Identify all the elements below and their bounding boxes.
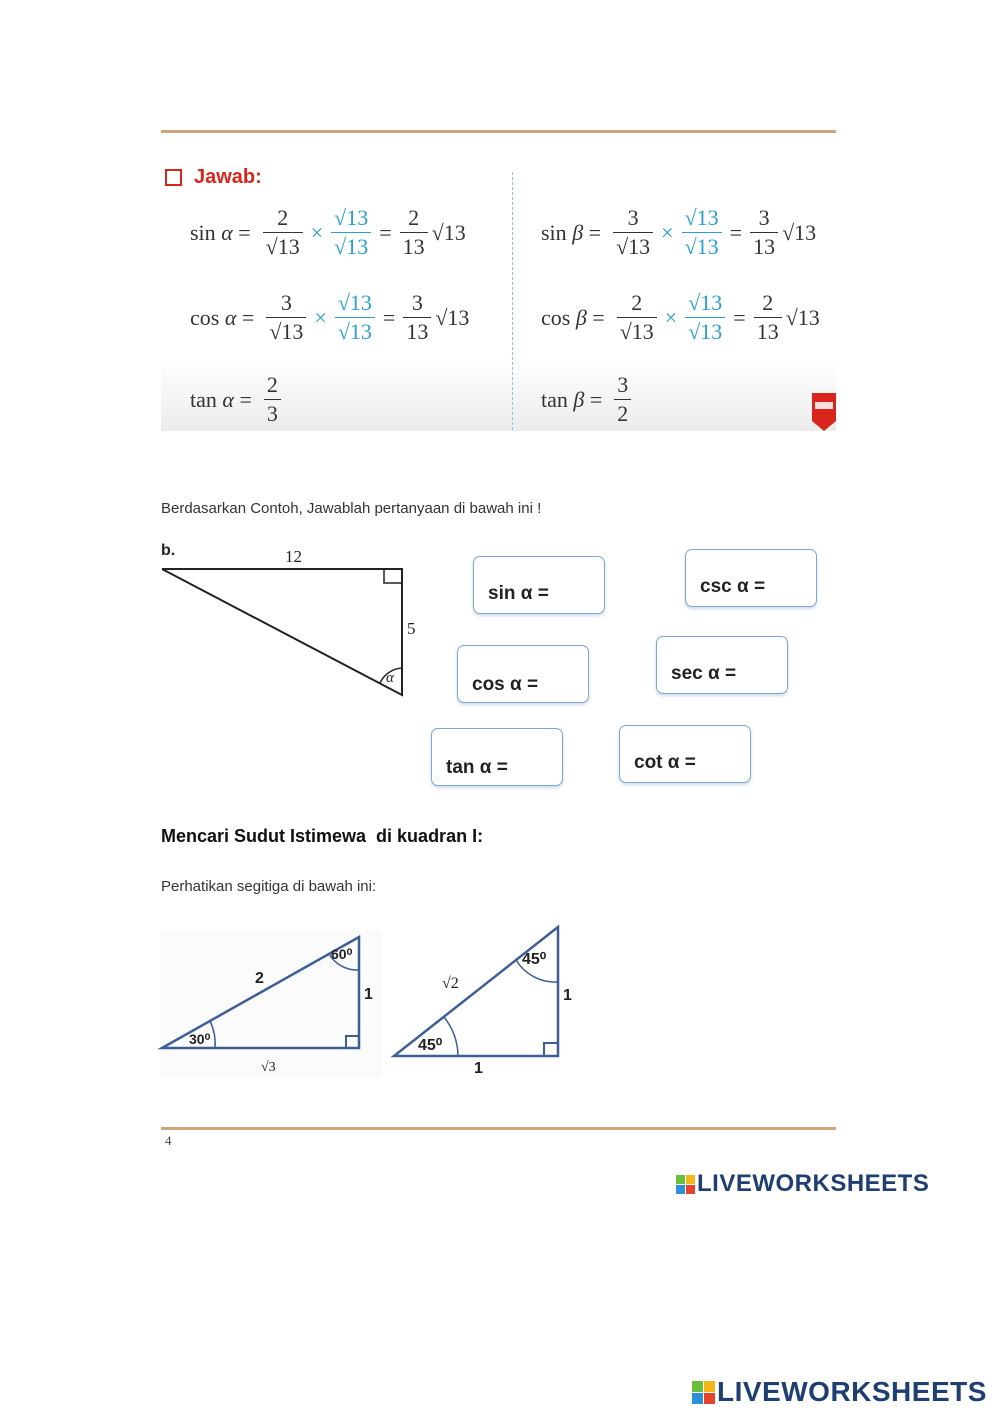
liveworksheets-logo: LIVEWORKSHEETS <box>676 1170 929 1198</box>
jawab-heading: Jawab: <box>165 166 262 189</box>
angle-top-label: 60⁰ <box>331 946 353 962</box>
sin-alpha-equation: sin α = $\frac{2}{√13}$ × $\frac{√13}{√13}$ = $\frac{2}{13}$ √13 <box>190 205 466 259</box>
liveworksheets-logo-footer: LIVEWORKSHEETS <box>692 1376 987 1408</box>
cos-alpha-equation: cos α = $\frac{3}{√13}$ × $\frac{√13}{√13}$ = $\frac{3}{13}$ √13 <box>190 290 470 344</box>
adj-label: 1 <box>474 1060 483 1077</box>
section-instruction: Perhatikan segitiga di bawah ini: <box>161 878 377 895</box>
csc-answer-box[interactable]: csc α = <box>685 549 817 607</box>
tan-answer-box[interactable]: tan α = <box>431 728 563 786</box>
angle-top-label: 45⁰ <box>522 951 547 968</box>
section-title: Mencari Sudut Istimewa di kuadran I: <box>161 826 484 846</box>
angle-left-label: 45⁰ <box>418 1037 443 1054</box>
sec-answer-box[interactable]: sec α = <box>656 636 788 694</box>
sin-beta-equation: sin β = $\frac{3}{√13}$ × $\frac{√13}{√13}$ = $\frac{3}{13}$ √13 <box>541 205 817 259</box>
opp-label: 1 <box>563 987 572 1004</box>
problem-label: b. <box>161 542 176 559</box>
logo-blocks-icon <box>692 1381 715 1404</box>
opp-label: 1 <box>364 986 373 1003</box>
logo-blocks-icon <box>676 1175 695 1194</box>
right-triangle-figure <box>155 540 435 705</box>
sin-answer-box[interactable]: sin α = <box>473 556 605 614</box>
adj-label: √3 <box>261 1060 276 1075</box>
side-right-label: 5 <box>407 619 416 638</box>
tan-beta-equation: tan β = $\frac{3}{2}$ <box>541 372 635 427</box>
instruction-text: Berdasarkan Contoh, Jawablah pertanyaan di bawah ini ! <box>161 500 542 517</box>
cos-answer-box[interactable]: cos α = <box>457 645 589 703</box>
cot-answer-box[interactable]: cot α = <box>619 725 751 783</box>
cos-beta-equation: cos β = $\frac{2}{√13}$ × $\frac{√13}{√13}$ = $\frac{2}{13}$ √13 <box>541 290 820 344</box>
triangle-45-figure <box>388 920 588 1080</box>
side-top-label: 12 <box>285 547 302 566</box>
bottom-rule <box>161 1127 836 1130</box>
top-rule <box>161 130 836 133</box>
example-divider <box>512 172 513 430</box>
angle-label: α <box>386 670 394 686</box>
tan-alpha-equation: tan α = $\frac{2}{3}$ <box>190 372 285 427</box>
triangle-30-60-figure <box>155 925 385 1080</box>
angle-left-label: 30⁰ <box>189 1031 211 1047</box>
page-number: 4 <box>165 1133 172 1148</box>
hyp-label: √2 <box>442 975 459 992</box>
checkbox-icon <box>165 169 182 186</box>
subscribe-badge-icon <box>812 393 836 431</box>
hyp-label: 2 <box>255 970 264 987</box>
